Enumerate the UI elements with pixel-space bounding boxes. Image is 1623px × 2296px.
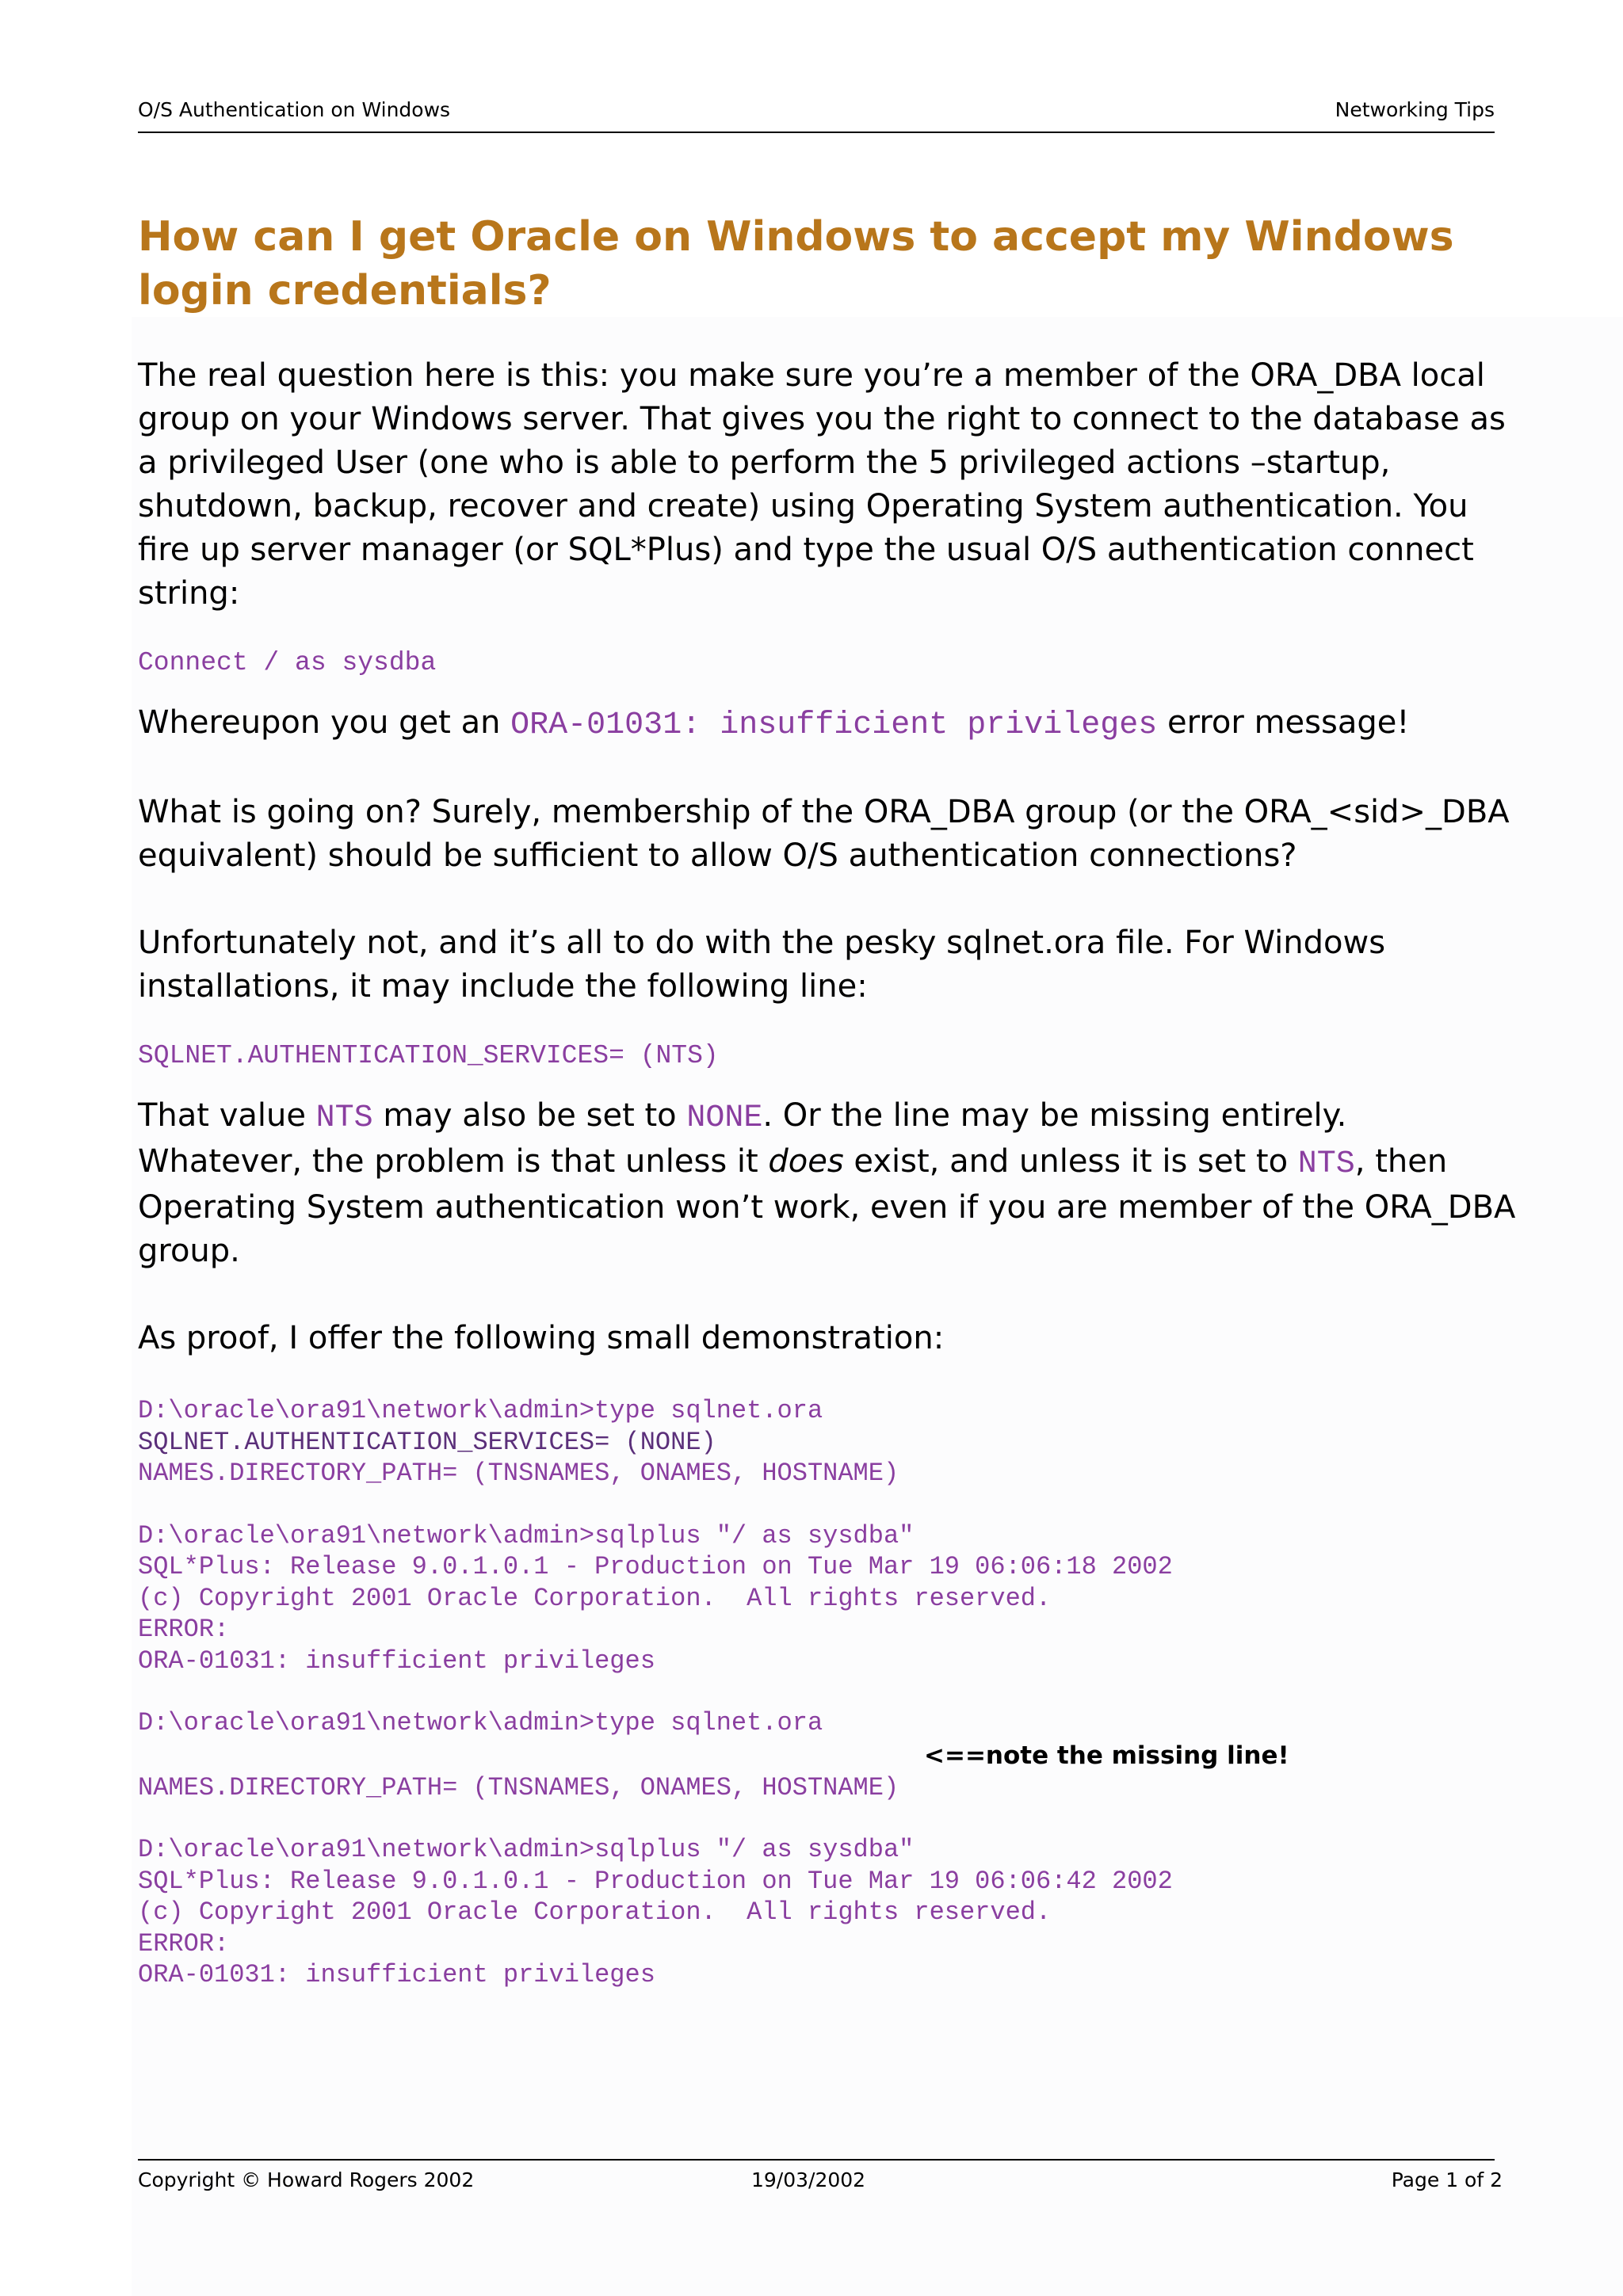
missing-line-note: <==note the missing line! — [924, 1741, 1289, 1770]
code-sqlnet-nts: SQLNET.AUTHENTICATION_SERVICES= (NTS) — [138, 1041, 719, 1070]
code-line: (c) Copyright 2001 Oracle Corporation. All rights reserved. — [138, 1897, 1052, 1927]
paragraph-5-text-a: That value — [138, 1097, 316, 1134]
code-line: SQL*Plus: Release 9.0.1.0.1 - Production on Tue Mar 19 06:06:42 2002 — [138, 1866, 1173, 1896]
emphasis-does: does — [768, 1143, 844, 1180]
code-line: ORA-01031: insufficient privileges — [138, 1960, 655, 1989]
paragraph-2-text-b: error message! — [1157, 704, 1410, 741]
code-line: D:\oracle\ora91\network\admin>sqlplus "/ as sysdba" — [138, 1520, 915, 1550]
demo-block-4 — [138, 1834, 1517, 1991]
code-line: (c) Copyright 2001 Oracle Corporation. All rights reserved. — [138, 1583, 1052, 1613]
code-line: D:\oracle\ora91\network\admin>type sqlnet.ora — [138, 1708, 823, 1737]
page-footer — [138, 2159, 1503, 2200]
paragraph-5-text-d: exist, and unless it is set to — [843, 1143, 1298, 1180]
header-left-text: O/S Authentication on Windows — [138, 98, 451, 121]
code-line: D:\oracle\ora91\network\admin>sqlplus "/ as sysdba" — [138, 1835, 915, 1864]
demo-block-3 — [138, 1707, 1517, 1803]
code-line: NAMES.DIRECTORY_PATH= (TNSNAMES, ONAMES, HOSTNAME) — [138, 1772, 899, 1802]
demo-block-2 — [138, 1520, 1517, 1677]
inline-code-nts: NTS — [315, 1100, 373, 1136]
code-line: D:\oracle\ora91\network\admin>type sqlnet.ora — [138, 1396, 823, 1425]
page-header — [138, 93, 1495, 133]
code-line: NAMES.DIRECTORY_PATH= (TNSNAMES, ONAMES, HOSTNAME) — [138, 1459, 899, 1488]
paragraph-2 — [138, 701, 1517, 747]
paragraph-5-text-b: may also be set to — [372, 1097, 687, 1134]
paragraph-1: The real question here is this: you make sure you’re a member of the ORA_DBA local group on your Windows server. That gives you the right to connect to the database as a privileged User (one who is able to perform the 5 privileged actions –startup, shutdown, backup, recover and create) using Operating System authentication. You fire up server manager (or SQL*Plus) and type the usual O/S authentication connect string: — [138, 357, 1506, 612]
paragraph-4: Unfortunately not, and it’s all to do with the pesky sqlnet.ora file. For Windows installations, it may include the following line: — [138, 925, 1386, 1005]
code-line: ERROR: — [138, 1615, 230, 1644]
paragraph-2-text-a: Whereupon you get an — [138, 704, 511, 741]
paragraph-5 — [138, 1094, 1517, 1273]
inline-code-none: NONE — [686, 1100, 763, 1136]
code-line: ORA-01031: insufficient privileges — [138, 1646, 655, 1676]
paragraph-5-text-e: , then Operating System authentication won’t work, even if you are member of the ORA_DBA group. — [138, 1143, 1516, 1269]
document-body — [138, 210, 1517, 1991]
paragraph-3: What is going on? Surely, membership of the ORA_DBA group (or the ORA_<sid>_DBA equivalent) should be sufficient to allow O/S authentication connections? — [138, 794, 1510, 874]
inline-code-nts-2: NTS — [1297, 1146, 1355, 1182]
code-line: ERROR: — [138, 1928, 230, 1958]
header-right-text: Networking Tips — [1335, 98, 1495, 121]
footer-date: 19/03/2002 — [751, 2168, 866, 2191]
code-line: SQLNET.AUTHENTICATION_SERVICES= (NONE) — [138, 1427, 716, 1457]
page-title: How can I get Oracle on Windows to accept my Windows login credentials? — [138, 213, 1454, 315]
paragraph-6: As proof, I offer the following small demonstration: — [138, 1320, 945, 1356]
code-line: SQL*Plus: Release 9.0.1.0.1 - Production on Tue Mar 19 06:06:18 2002 — [138, 1552, 1173, 1581]
code-connect: Connect / as sysdba — [138, 648, 437, 677]
inline-code-error: ORA-01031: insufficient privileges — [510, 707, 1158, 743]
paragraph-5-text-c: . Or the line may be missing entirely. Whatever, the problem is that unless it — [138, 1097, 1347, 1180]
footer-page-number: Page 1 of 2 — [1391, 2168, 1503, 2191]
demo-block-1 — [138, 1395, 1517, 1489]
footer-copyright: Copyright © Howard Rogers 2002 — [138, 2168, 475, 2191]
